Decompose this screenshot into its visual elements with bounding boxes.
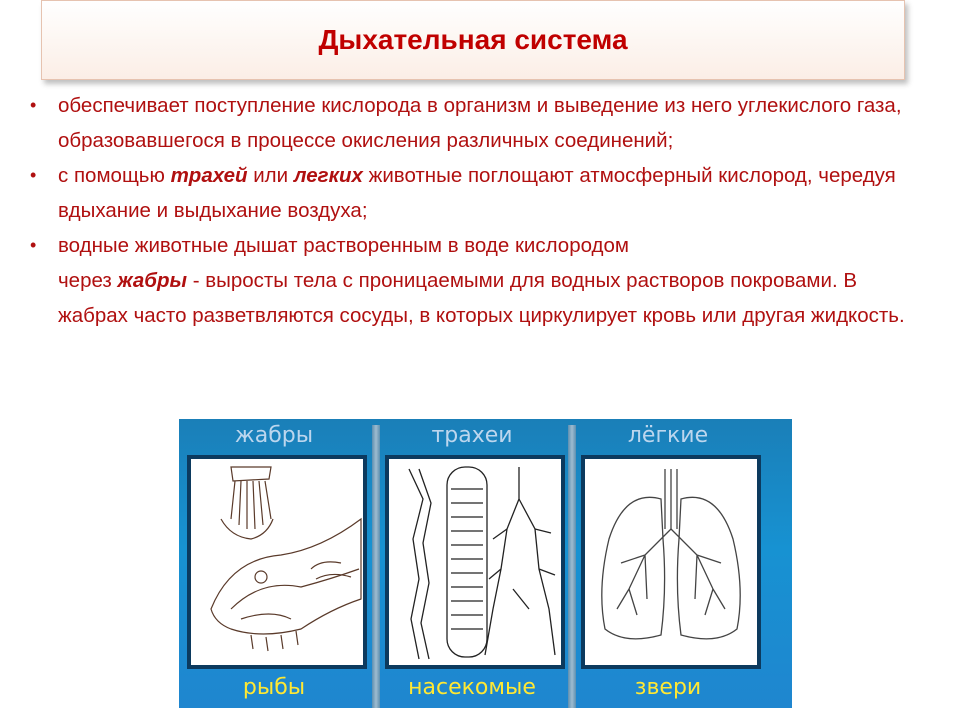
bullet-dot-icon: • bbox=[30, 95, 37, 115]
bullet-text: или bbox=[247, 164, 294, 187]
label-insects: насекомые bbox=[408, 675, 536, 700]
bullet-text: животные поглощают атмосферный кислород, чередуя вдыхание и выдыхание воздуха; bbox=[58, 164, 896, 222]
bullet-text: с помощью bbox=[58, 164, 171, 187]
label-fish: рыбы bbox=[242, 675, 306, 700]
bullet-list bbox=[30, 88, 930, 333]
bullet-text: обеспечивает поступление кислорода в организм и выведение из него углекислого газа, образовавшегося в процессе окисления различных соединений; bbox=[58, 94, 902, 152]
column-divider bbox=[568, 425, 576, 708]
lungs-icon bbox=[585, 459, 757, 665]
mammal-lungs-drawing bbox=[581, 455, 761, 669]
bullet-dot-icon: • bbox=[30, 235, 37, 255]
term-lungs: легких bbox=[293, 164, 363, 187]
label-mammals: звери bbox=[634, 675, 702, 700]
fish-gills-icon bbox=[191, 459, 363, 665]
tracheae-icon bbox=[389, 459, 561, 665]
term-gills: жабры bbox=[117, 269, 187, 292]
figure-panel bbox=[179, 419, 792, 708]
bullet-dot-icon: • bbox=[30, 165, 37, 185]
column-divider bbox=[372, 425, 380, 708]
bullet-item bbox=[30, 158, 930, 228]
bullet-text: водные животные дышат растворенным в воде кислородом bbox=[58, 234, 630, 257]
label-tracheae: трахеи bbox=[431, 423, 513, 448]
label-lungs: лёгкие bbox=[627, 423, 709, 448]
insect-tracheae-drawing bbox=[385, 455, 565, 669]
title-box bbox=[41, 0, 905, 80]
page-title: Дыхательная система bbox=[318, 24, 628, 55]
bullet-item bbox=[30, 228, 930, 333]
bullet-item bbox=[30, 88, 930, 158]
fish-gills-drawing bbox=[187, 455, 367, 669]
term-tracheae: трахей bbox=[170, 164, 248, 187]
bullet-text: - выросты тела с проницаемыми для водных растворов покровами. В жабрах часто разветвляются сосуды, в которых циркулирует кровь или другая жидкость. bbox=[58, 269, 905, 327]
bullet-text: через bbox=[58, 269, 118, 292]
label-gills: жабры bbox=[234, 423, 314, 448]
